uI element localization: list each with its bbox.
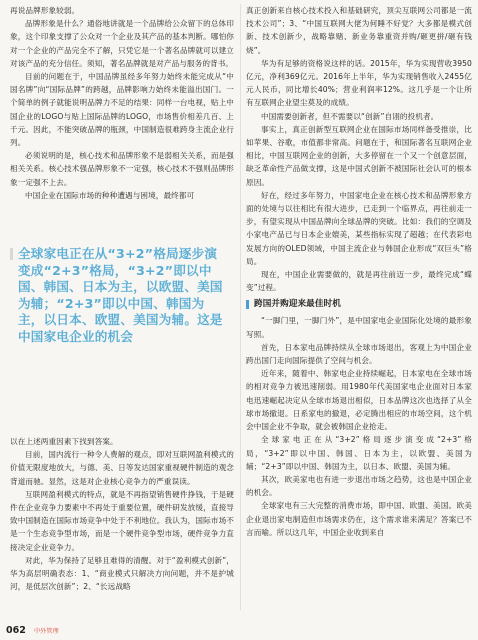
- paragraph: 其次，欧美家电也有进一步退出市场之趋势，这也是中国企业的机会。: [246, 474, 472, 498]
- pull-quote-text: 全球家电正在从“3+2”格局逐步演变成“2+3”格局，“3+2”即以中国、韩国、日本为主，以欧盟、美国为辅；“2+3”即以中国、韩国为主，以日本、欧盟、美国为辅。这是中国家电企业的机会: [18, 246, 223, 344]
- paragraph: 目前的问题在于，中国品牌虽经多年努力始终未能完成从“中国名牌”向“国际品牌”的跨越，品牌影响力始终未能溢出国门。一个简单的例子就能说明品牌力不足的结果：同样一台电视，贴上中国企业的LOGO与贴上国际品牌的LOGO，市场售价相差几百、上千元。因此，不能突破品牌的瓶颈，中国制造很难跨身主流企业行列。: [10, 72, 234, 148]
- paragraph: 必须说明的是，核心技术和品牌形象不是弱相关关系，而是强相关关系。核心技术强品牌形象不一定强，核心技术不强则品牌形象一定强不上去。: [10, 151, 234, 187]
- paragraph: 真正创新来自核心技术投入和基础研究，顶尖互联网公司都是一流技术公司”；3、“中国互联网大佬为何睡不好觉？大多都是模式创新、技术创新少，战略靠赌、新业务靠重资并购/砸更拼/砸有钱烧”。: [246, 6, 472, 55]
- paragraph: 现在，中国企业需要做的，就是再往前迈一步，最终完成“蝶变”过程。: [246, 270, 472, 293]
- paragraph: 全球家电正在从“3+2”格局逐步演变成“2+3”格局，“3+2”即以中国、韩国、日本为主，以欧盟、美国为辅；“2+3”即以中国、韩国为主，以日本、欧盟、美国为辅。: [246, 435, 472, 471]
- magazine-name: 中外管理: [33, 628, 59, 635]
- paragraph: 近年来，随着中、韩家电企业持续崛起，日本家电在全球市场的相对竞争力被迅速削弱。用1980年代美国家电企业面对日本家电迅速崛起决定从全球市场退出相似，日本品牌这次也选择了从全球市场撤退。日系家电的撤退，必定腾出相应的市场空间，这个机会中国企业不争取，就会被韩国企业抢走。: [246, 369, 472, 432]
- paragraph: 好在，经过多年努力，中国家电企业在核心技术和品牌形象方面的处境与以往相比有很大进步，已走到一个临界点，再往前走一步，有望实现从中国品牌向全球品牌的突破。比如：我们的空调及小家电产品已与日本企业媲美，某些指标实现了超越；在代表彩电发展方向的OLED领域，中国主流企业与韩国企业形成“双巨头”格局。: [246, 190, 472, 266]
- pull-quote-mark: [10, 248, 13, 260]
- page-number: 062: [6, 625, 26, 636]
- paragraph: 以在上述两重因素下找到答案。: [10, 437, 118, 446]
- left-column-bottom: [10, 435, 234, 593]
- section-heading: 跨国并购迎来最佳时机: [246, 298, 472, 311]
- paragraph: 中国企业在国际市场的种种遭遇与困境，最终都可: [25, 190, 195, 200]
- pull-quote: [18, 246, 228, 345]
- left-column-top: [10, 4, 234, 202]
- paragraph: 中国需要创新者，但不需要以“创新”自诩的投机者。: [261, 111, 439, 121]
- right-column: [246, 4, 472, 539]
- paragraph: 首先，日本家电品牌持续从全球市场退出，客观上为中国企业跨出国门走向国际提供了空间与机会。: [246, 342, 472, 366]
- paragraph: 华为有足够的资格说这样的话。2015年，华为实现营收3950亿元，净利369亿元。2016年上半年，华为实现销售收入2455亿元人民币，同比增长40%；营业利润率12%。这几乎是一个让所有互联网企业望尘莫及的成绩。: [246, 58, 472, 108]
- paragraph: 全球家电有三大完整的消费市场，即中国、欧盟、美国。欧美企业退出家电制造但市场需求仍在，这个需求谁来满足？答案已不言而喻。所以这几年，中国企业收到来自: [246, 501, 472, 537]
- paragraph: 互联网盈利模式的特点，就是不再指望销售硬件挣钱，于是硬件在企业竞争力要素中不再处于重要位置，硬件研发放缓，直接导致中国制造在国际市场竞争中处于不利地位。我认为，国际市场不是一个生态竞争型市场，而是一个硬件竞争型市场，硬件竞争力直接决定企业竞争力。: [10, 489, 234, 552]
- paragraph: 品牌形象是什么？通俗地讲就是一个品牌给公众留下的总体印象，这个印象支撑了公众对一个企业及其产品的基本判断。哪怕你对一个企业的产品完全不了解，只凭它是一个著名品牌就可以建立对该产品的充分信任。须知，著名品牌就是对产品与服务的背书。: [10, 19, 234, 68]
- paragraph: 再说品牌形象较弱。: [10, 6, 80, 15]
- page-footer: [6, 620, 59, 634]
- paragraph: 对此，华为保持了足够且难得的清醒。对于“盈利模式创新”，华为高层明确表态：1、“商业模式只解决方向问题，并不是护城河，是低层次创新”；2、“长远战略: [10, 555, 234, 592]
- column-divider: [240, 4, 241, 610]
- paragraph: 目前，国内流行一种令人费解的观点，即对互联网盈利模式的价值无限度地放大，与德、美、日等发达国家重视硬件制造的观念背道而驰。显然，这是对企业核心竞争力的严重误读。: [10, 450, 234, 486]
- paragraph: “一脚门里，一脚门外”，是中国家电企业国际化处境的最形象写照。: [246, 316, 472, 339]
- paragraph: 事实上，真正创新型互联网企业在国际市场同样备受推崇，比如苹果、谷歌，市值都非常高。问题在于，和国际著名互联网企业相比，中国互联网企业的创新，大多停留在一个又一个创意层面，缺乏革命性产品做支撑，这是中国式创新不被国际社会认可的根本原因。: [246, 124, 472, 187]
